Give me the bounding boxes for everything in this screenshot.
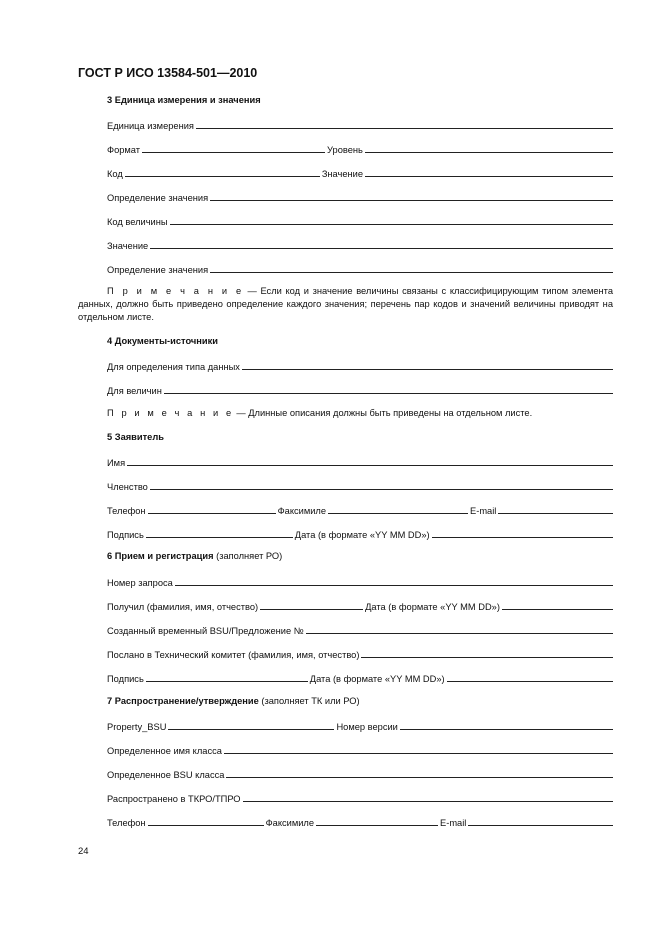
note-text: — Если код и значение величины связаны с классифицирующим типом элемента данных, должно быть приведено определение каждого значения; перечень пар кодов и значений величины приводят на отдельном листе. — [78, 286, 613, 322]
section-4-title: 4 Документы-источники — [107, 336, 218, 346]
request-number-label: Номер запроса — [107, 578, 173, 588]
quantity-source-label: Для величин — [107, 386, 162, 396]
note-label: П р и м е ч а н и е — [107, 286, 244, 296]
code-value-field[interactable] — [107, 165, 613, 179]
applicant-name-label: Имя — [107, 458, 126, 468]
request-number-field[interactable] — [107, 574, 613, 588]
membership-field[interactable] — [107, 478, 613, 492]
section-3-note — [78, 285, 613, 324]
section-4-note — [107, 407, 613, 420]
registration-date-label: Дата (в формате «YY MM DD») — [309, 674, 445, 684]
note-text-4: — Длинные описания должны быть приведены на отдельном листе. — [233, 408, 533, 418]
created-bsu-label: Созданный временный BSU/Предложение № — [107, 626, 304, 636]
email-label: E-mail — [470, 506, 497, 516]
date-label: Дата (в формате «YY MM DD») — [294, 530, 430, 540]
sent-to-tc-label: Послано в Технический комитет (фамилия, имя, отчество) — [107, 650, 360, 660]
section-6-title-text: 6 Прием и регистрация — [107, 551, 214, 561]
signature-label: Подпись — [107, 530, 144, 540]
received-field[interactable] — [107, 598, 613, 612]
class-name-field[interactable] — [107, 742, 613, 756]
received-date-label: Дата (в формате «YY MM DD») — [365, 602, 500, 612]
level-label: Уровень — [327, 145, 363, 155]
value-label: Значение — [321, 169, 364, 179]
value-definition-label: Определение значения — [107, 193, 209, 203]
applicant-name-field[interactable] — [107, 454, 613, 468]
bsu-class-field[interactable] — [107, 766, 613, 780]
distribution-contact-field[interactable] — [107, 814, 613, 828]
section-5-title: 5 Заявитель — [107, 432, 164, 442]
property-bsu-label: Property_BSU — [107, 722, 167, 732]
format-level-field[interactable] — [107, 141, 613, 155]
sent-to-tc-field[interactable] — [107, 646, 613, 660]
quantity-code-label: Код величины — [107, 217, 168, 227]
fax-label: Факсимиле — [277, 506, 327, 516]
section-7-title-text: 7 Распространение/утверждение — [107, 696, 259, 706]
dist-fax-label: Факсимиле — [265, 818, 315, 828]
version-label: Номер версии — [336, 722, 398, 732]
code-label: Код — [107, 169, 123, 179]
phone-label: Телефон — [107, 506, 146, 516]
data-type-source-field[interactable] — [107, 358, 613, 372]
section-6-title-note: (заполняет РО) — [213, 551, 283, 561]
received-label: Получил (фамилия, имя, отчество) — [107, 602, 259, 612]
created-bsu-field[interactable] — [107, 622, 613, 636]
registration-signature-label: Подпись — [107, 674, 144, 684]
section-6-title — [107, 551, 282, 561]
page-number: 24 — [78, 846, 89, 857]
format-label: Формат — [107, 145, 141, 155]
unit-label: Единица измерения — [107, 121, 194, 131]
section-3-title: 3 Единица измерения и значения — [107, 95, 261, 105]
applicant-contact-field[interactable] — [107, 502, 613, 516]
registration-signature-field[interactable] — [107, 670, 613, 684]
document-code: ГОСТ Р ИСО 13584-501—2010 — [78, 66, 258, 80]
dist-email-label: E-mail — [440, 818, 467, 828]
section-7-title — [107, 696, 360, 706]
dist-phone-label: Телефон — [107, 818, 146, 828]
quantity-code-field[interactable] — [107, 213, 613, 227]
value-field-2[interactable] — [107, 237, 613, 251]
value-definition-field-2[interactable] — [107, 261, 613, 275]
unit-field[interactable] — [107, 117, 613, 131]
value-definition-label-2: Определение значения — [107, 265, 209, 275]
note-label-4: П р и м е ч а н и е — [107, 408, 234, 418]
distributed-label: Распространено в ТКРО/ТПРО — [107, 794, 241, 804]
data-type-source-label: Для определения типа данных — [107, 362, 240, 372]
section-7-title-note: (заполняет ТК или РО) — [258, 696, 360, 706]
class-name-label: Определенное имя класса — [107, 746, 222, 756]
distributed-field[interactable] — [107, 790, 613, 804]
property-bsu-field[interactable] — [107, 718, 613, 732]
value-label-2: Значение — [107, 241, 149, 251]
quantity-source-field[interactable] — [107, 382, 613, 396]
value-definition-field[interactable] — [107, 189, 613, 203]
bsu-class-label: Определенное BSU класса — [107, 770, 225, 780]
applicant-signature-field[interactable] — [107, 526, 613, 540]
membership-label: Членство — [107, 482, 148, 492]
